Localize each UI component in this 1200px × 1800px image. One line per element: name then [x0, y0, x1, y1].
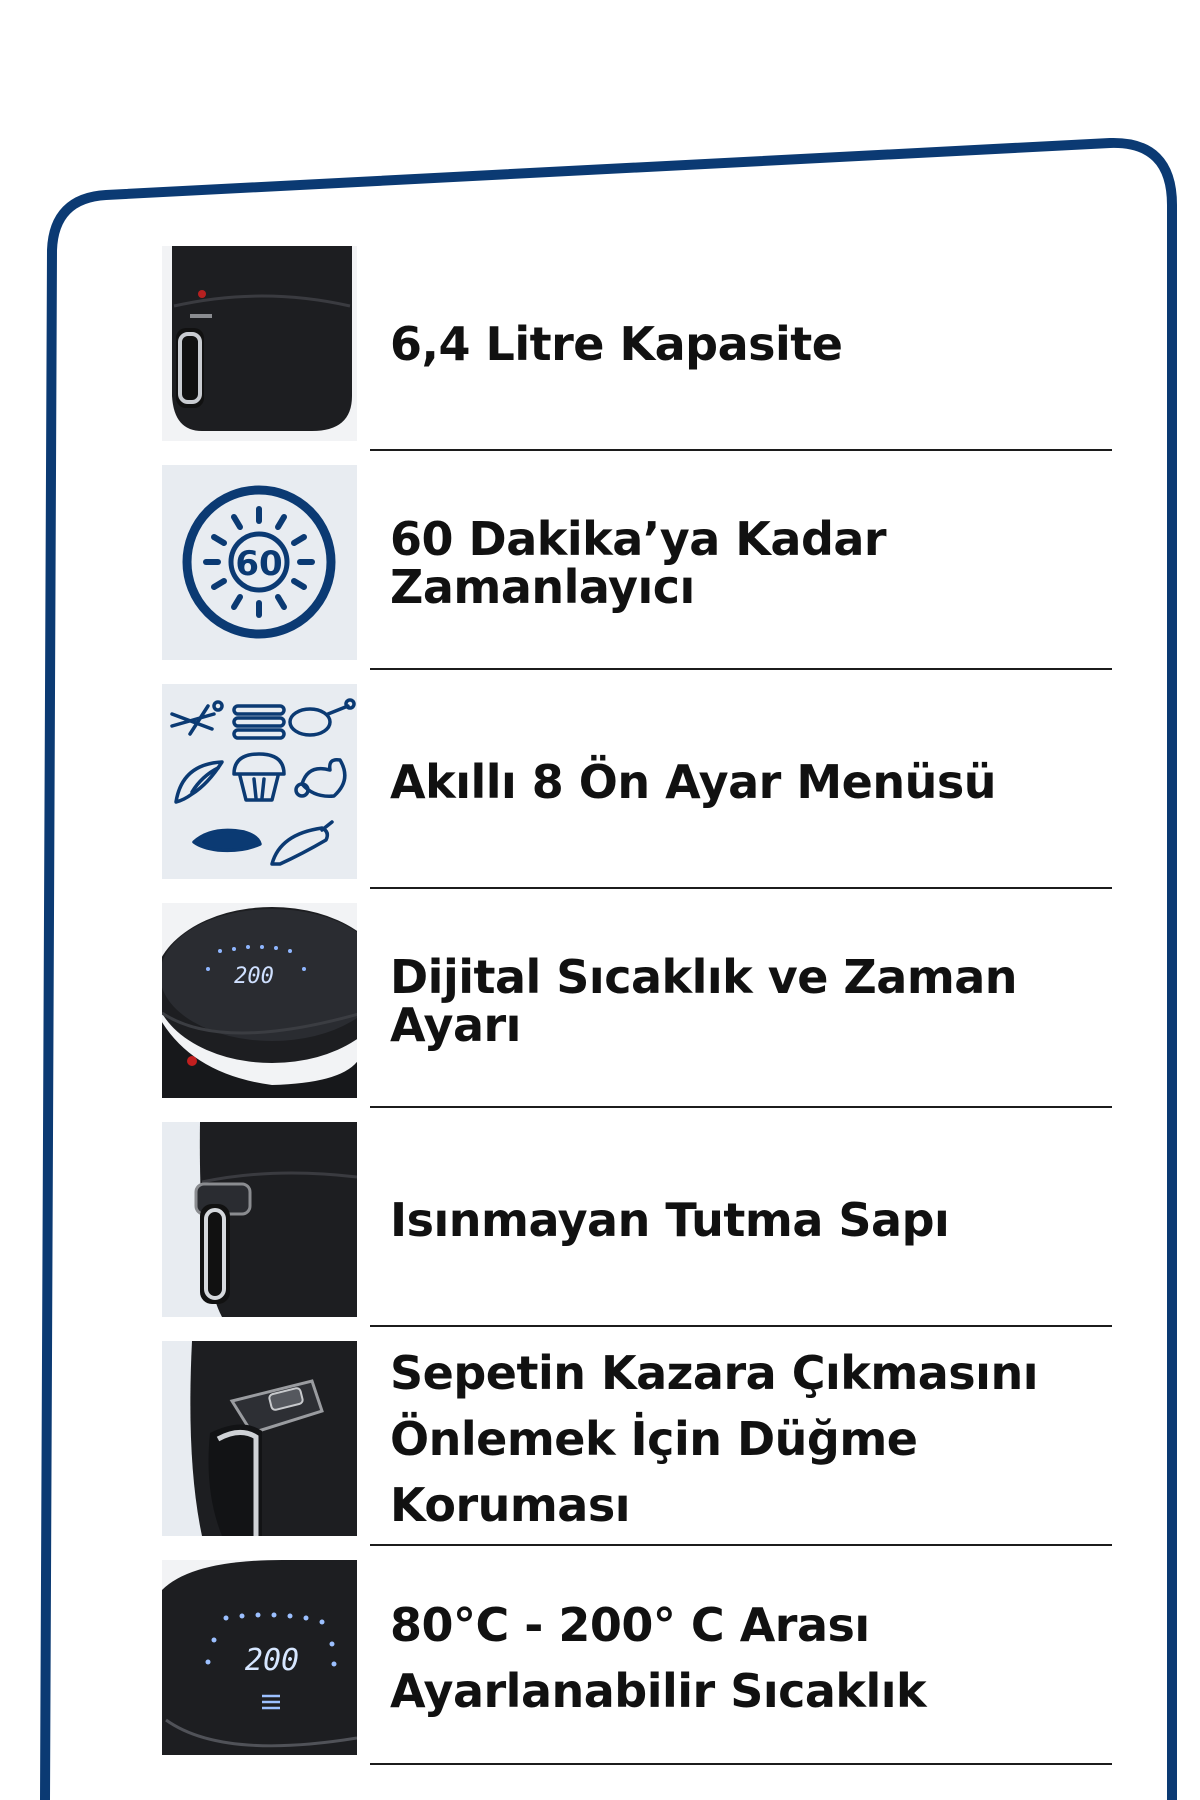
- divider: [370, 1325, 1112, 1327]
- feature-row-presets: [162, 684, 1112, 879]
- divider: [370, 1106, 1112, 1108]
- feature-text: Sepetin Kazara Çıkmasını Önlemek İçin Düğme Koruması: [390, 1345, 1038, 1532]
- feature-text: Isınmayan Tutma Sapı: [390, 1192, 950, 1247]
- cool-handle-icon: [162, 1122, 357, 1317]
- feature-text: 60 Dakika’ya Kadar Zamanlayıcı: [390, 511, 887, 614]
- svg-text:200: 200: [244, 1643, 300, 1678]
- divider: [370, 668, 1112, 670]
- feature-row-safety: [162, 1341, 1112, 1536]
- feature-row-timer: [162, 465, 1112, 660]
- digital-display-icon: [162, 903, 357, 1098]
- feature-row-temperature: [162, 1560, 1112, 1755]
- temperature-range-icon: [162, 1560, 357, 1755]
- feature-row-digital: [162, 903, 1112, 1098]
- feature-text: Dijital Sıcaklık ve Zaman Ayarı: [390, 949, 1018, 1052]
- air-fryer-capacity-icon: [162, 246, 357, 441]
- feature-text: 80°C - 200° C Arası Ayarlanabilir Sıcaklık: [390, 1597, 927, 1718]
- divider: [370, 1544, 1112, 1546]
- preset-menu-icon: [162, 684, 357, 879]
- svg-text:60: 60: [235, 544, 283, 584]
- feature-text: 6,4 Litre Kapasite: [390, 316, 843, 371]
- feature-row-capacity: [162, 246, 1112, 441]
- divider: [370, 1763, 1112, 1765]
- feature-row-handle: [162, 1122, 1112, 1317]
- divider: [370, 449, 1112, 451]
- feature-text: Akıllı 8 Ön Ayar Menüsü: [390, 754, 996, 809]
- svg-text:200: 200: [234, 964, 274, 989]
- divider: [370, 887, 1112, 889]
- safety-button-icon: [162, 1341, 357, 1536]
- timer-60-icon: [162, 465, 357, 660]
